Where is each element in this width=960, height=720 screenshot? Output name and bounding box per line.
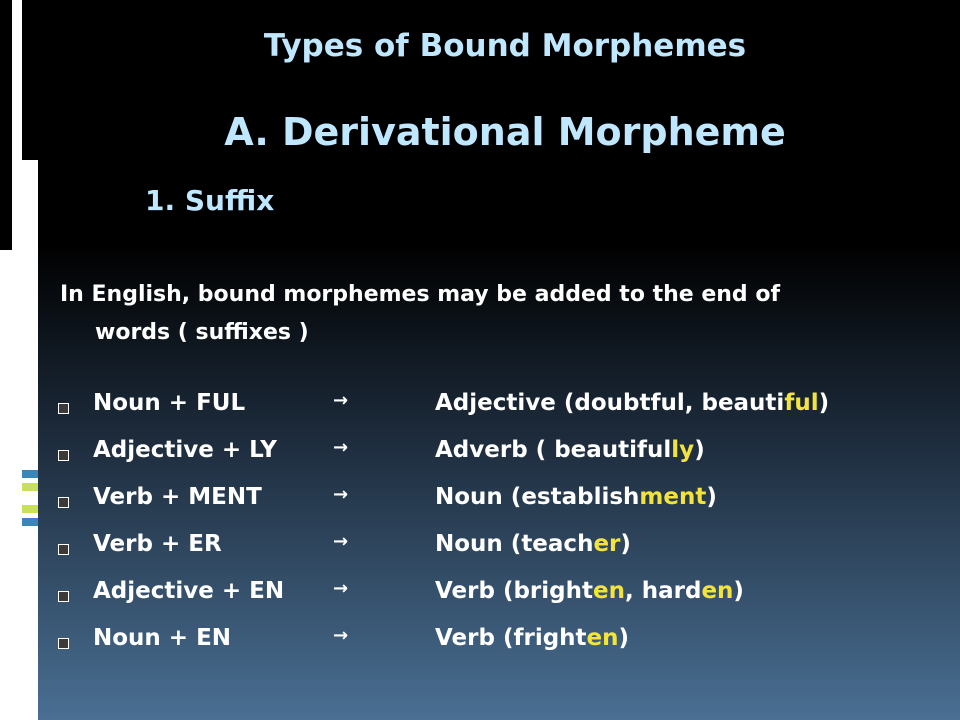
square-bullet-icon: [58, 544, 69, 555]
slide-title: Types of Bound Morphemes: [263, 28, 747, 64]
rule-lhs: Noun + EN: [93, 625, 232, 651]
rhs-text: Noun (teach: [435, 531, 594, 557]
suffix-highlight: en: [593, 578, 625, 604]
rule-rhs: [435, 531, 631, 557]
suffix-highlight: ful: [784, 390, 819, 416]
rhs-text: Adverb ( beautiful: [435, 437, 672, 463]
rhs-text: Verb (fright: [435, 625, 587, 651]
rule-lhs: Adjective + LY: [93, 437, 277, 463]
arrow-right-icon: →: [333, 531, 349, 552]
suffix-highlight: en: [701, 578, 734, 604]
intro-line-2: words ( suffixes ): [95, 320, 309, 345]
rule-lhs: Adjective + EN: [93, 578, 285, 604]
arrow-right-icon: →: [333, 484, 349, 505]
rhs-text: ): [706, 484, 717, 510]
rule-rhs: [435, 437, 705, 463]
rhs-text: Noun (establish: [435, 484, 640, 510]
arrow-right-icon: →: [333, 390, 349, 411]
rhs-text: ): [733, 578, 744, 604]
arrow-right-icon: →: [333, 625, 349, 646]
suffix-highlight: en: [586, 625, 619, 651]
rule-rhs: [435, 578, 744, 604]
rule-lhs: Verb + ER: [93, 531, 222, 557]
rhs-text: ): [618, 625, 630, 651]
suffix-highlight: ly: [671, 437, 695, 463]
rule-lhs: Verb + MENT: [93, 484, 262, 510]
rhs-text: Verb (bright: [435, 578, 593, 604]
rhs-text: , hard: [624, 578, 702, 604]
arrow-right-icon: →: [333, 578, 349, 599]
suffix-highlight: er: [593, 531, 621, 557]
rhs-text: ): [818, 390, 830, 416]
section-heading: 1. Suffix: [145, 184, 275, 217]
square-bullet-icon: [58, 450, 69, 461]
square-bullet-icon: [58, 638, 69, 649]
square-bullet-icon: [58, 497, 69, 508]
arrow-right-icon: →: [333, 437, 349, 458]
rule-rhs: [435, 484, 717, 510]
square-bullet-icon: [58, 403, 69, 414]
decor-block: [22, 483, 38, 491]
suffix-highlight: ment: [639, 484, 707, 510]
decor-block: [22, 518, 38, 526]
rhs-text: Adjective (doubtful, beauti: [435, 390, 785, 416]
intro-line-1: In English, bound morphemes may be added to the end of: [60, 282, 781, 307]
rhs-text: ): [620, 531, 631, 557]
slide-subtitle: A. Derivational Morpheme: [224, 110, 786, 154]
rule-lhs: Noun + FUL: [93, 390, 246, 416]
square-bullet-icon: [58, 591, 69, 602]
decor-block: [22, 505, 38, 513]
intro-paragraph: [60, 276, 900, 352]
rhs-text: ): [694, 437, 705, 463]
rule-rhs: [435, 390, 829, 416]
rule-rhs: [435, 625, 629, 651]
decor-block: [22, 470, 38, 478]
